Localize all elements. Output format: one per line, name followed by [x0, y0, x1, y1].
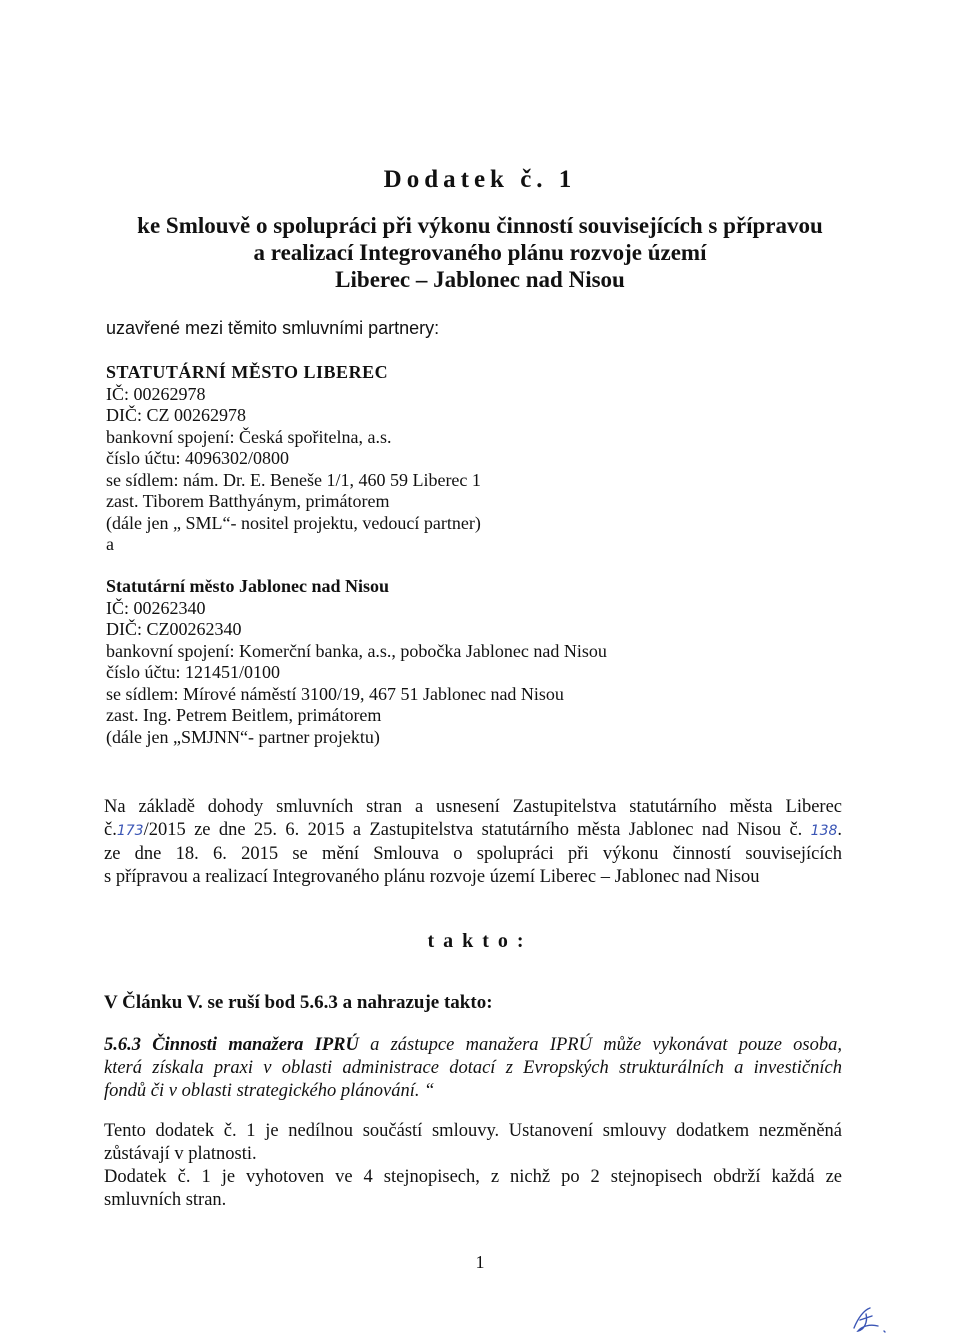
subtitle-line: a realizací Integrovaného plánu rozvoje území	[253, 240, 707, 265]
party-account: číslo účtu: 4096302/0800	[106, 448, 289, 468]
party-dic: DIČ: CZ 00262978	[106, 405, 247, 425]
closing-paragraph	[104, 1120, 842, 1212]
closing-line: Dodatek č. 1 je vyhotoven ve 4 stejnopisech, z nichž po 2 stejnopisech obdrží každá ze	[104, 1167, 842, 1187]
clause-text: a zástupce manažera IPRÚ může vykonávat pouze osoba,	[358, 1035, 842, 1055]
basis-suffix: .	[837, 820, 843, 840]
party-jablonec	[106, 576, 607, 748]
party-represented: zast. Ing. Petrem Beitlem, primátorem	[106, 705, 382, 725]
document-title: Dodatek č. 1	[383, 166, 577, 193]
party-alias: (dále jen „ SML“- nositel projektu, vedoucí partner)	[106, 512, 481, 533]
document-subtitle	[100, 212, 860, 293]
clause-line: která získala praxi v oblasti administrace dotací z Evropských strukturálních a investičních	[104, 1058, 842, 1078]
basis-line: ze dne 18. 6. 2015 se mění Smlouva o spolupráci při výkonu činností souvisejících	[104, 844, 842, 864]
clause-line: fondů či v oblasti strategického plánování. “	[104, 1081, 435, 1101]
party-connector: a	[106, 534, 114, 554]
clause-heading: V Článku V. se ruší bod 5.6.3 a nahrazuje takto:	[104, 992, 493, 1013]
closing-line: smluvních stran.	[104, 1190, 227, 1210]
party-represented: zast. Tiborem Batthyánym, primátorem	[106, 491, 390, 511]
handwritten-resolution-number: 138	[810, 823, 838, 839]
party-liberec	[106, 362, 481, 556]
clause-line	[104, 1034, 842, 1057]
party-account: číslo účtu: 121451/0100	[106, 662, 280, 682]
closing-line: zůstávají v platnosti.	[104, 1144, 257, 1164]
handwritten-resolution-number: 173	[116, 823, 144, 839]
party-seat: se sídlem: Mírové náměstí 3100/19, 467 51 Jablonec nad Nisou	[106, 683, 564, 704]
basis-line-resolutions	[104, 819, 842, 843]
handwritten-initials-icon	[848, 1304, 892, 1334]
basis-prefix: č.	[104, 820, 117, 840]
basis-line: Na základě dohody smluvních stran a usnesení Zastupitelstva statutárního města Liberec	[104, 797, 842, 817]
party-bank: bankovní spojení: Komerční banka, a.s., pobočka Jablonec nad Nisou	[106, 640, 607, 661]
party-dic: DIČ: CZ00262340	[106, 619, 242, 639]
party-alias: (dále jen „SMJNN“- partner projektu)	[106, 726, 380, 747]
basis-mid: /2015 ze dne 25. 6. 2015 a Zastupitelstva statutárního města Jablonec nad Nisou č.	[143, 820, 803, 840]
basis-paragraph	[104, 796, 842, 889]
party-seat: se sídlem: nám. Dr. E. Beneše 1/1, 460 59 Liberec 1	[106, 469, 481, 490]
takto-heading: takto:	[427, 930, 533, 952]
closing-line: Tento dodatek č. 1 je nedílnou součástí smlouvy. Ustanovení smlouvy dodatkem nezměněná	[104, 1121, 842, 1141]
page-number: 1	[475, 1252, 485, 1272]
party-name: STATUTÁRNÍ MĚSTO LIBEREC	[106, 362, 389, 382]
subtitle-line: Liberec – Jablonec nad Nisou	[335, 267, 625, 292]
subtitle-line: ke Smlouvě o spolupráci při výkonu činností souvisejících s přípravou	[137, 213, 823, 238]
clause-paragraph	[104, 1034, 842, 1103]
party-name: Statutární město Jablonec nad Nisou	[106, 576, 390, 596]
intro-text: uzavřené mezi těmito smluvními partnery:	[106, 318, 440, 338]
clause-number-title: 5.6.3 Činnosti manažera IPRÚ	[104, 1035, 359, 1055]
party-ic: IČ: 00262978	[106, 383, 206, 404]
party-ic: IČ: 00262340	[106, 597, 206, 618]
basis-line: s přípravou a realizací Integrovaného plánu rozvoje území Liberec – Jablonec nad Nisou	[104, 867, 760, 887]
party-bank: bankovní spojení: Česká spořitelna, a.s.	[106, 426, 392, 447]
